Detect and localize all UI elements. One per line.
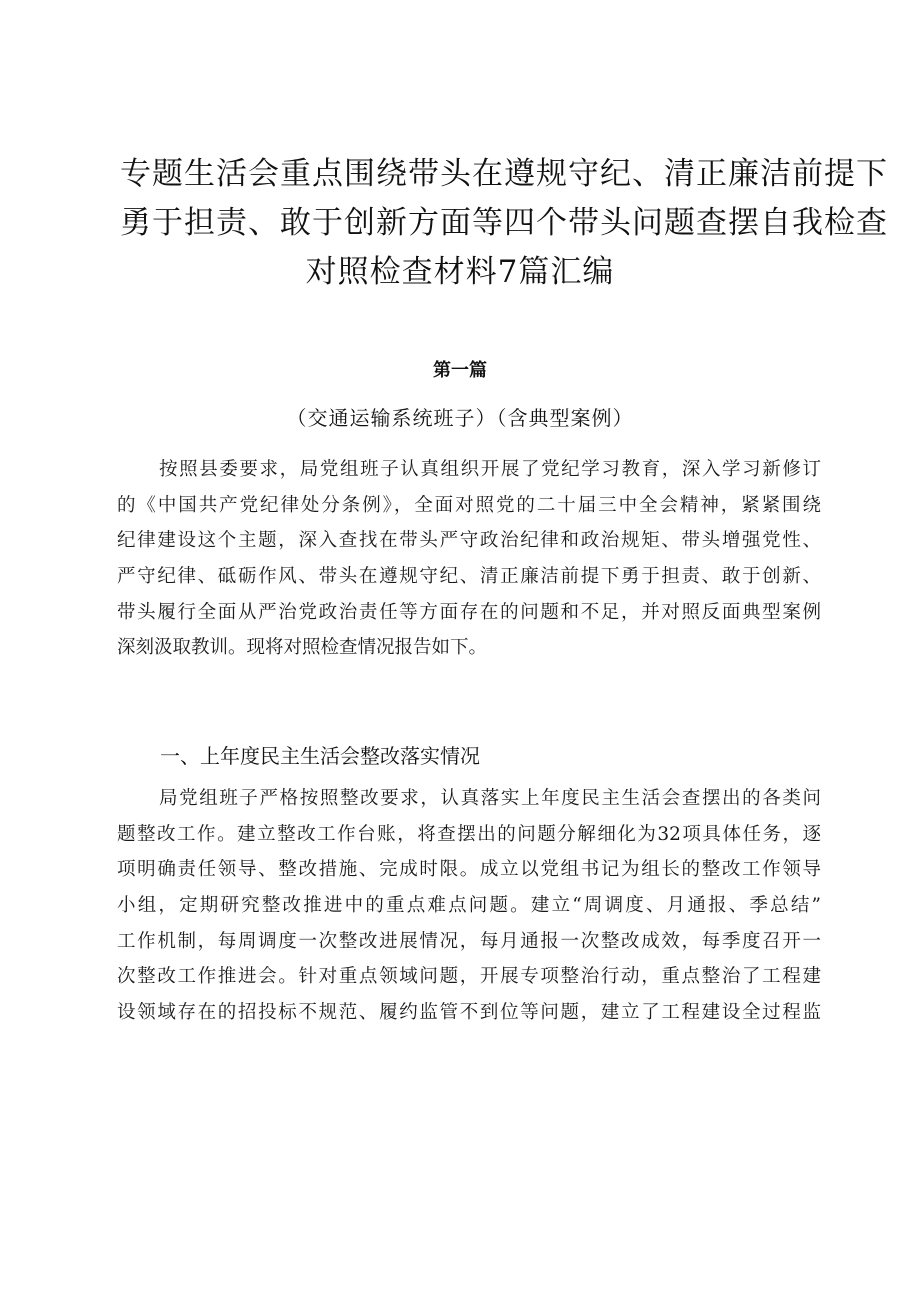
section-heading: 一、上年度民主生活会整改落实情况 — [160, 744, 480, 768]
paragraph-line: 项明确责任领导、整改措施、完成时限。成立以党组书记为组长的整改工作领导 — [117, 859, 821, 881]
paragraph-line: 严守纪律、砥砺作风、带头在遵规守纪、清正廉洁前提下勇于担责、敢于创新、 — [117, 566, 821, 588]
paragraph-line: 局党组班子严格按照整改要求，认真落实上年度民主生活会查摆出的各类问 — [159, 788, 821, 809]
paragraph-line: 小组，定期研究整改推进中的重点难点问题。建立“周调度、月通报、季总结” — [117, 895, 821, 917]
paragraph-line: 题整改工作。建立整改工作台账，将查摆出的问题分解细化为32项具体任务，逐 — [117, 823, 821, 845]
paragraph-line: 的《中国共产党纪律处分条例》，全面对照党的二十届三中全会精神，紧紧围绕 — [117, 494, 821, 516]
document-title-line: 对照检查材料7篇汇编 — [305, 254, 615, 290]
paragraph-line: 纪律建设这个主题，深入查找在带头严守政治纪律和政治规矩、带头增强党性、 — [117, 530, 821, 552]
paragraph-line: 设领域存在的招投标不规范、履约监管不到位等问题，建立了工程建设全过程监 — [117, 1002, 821, 1024]
part-title: 第一篇 — [433, 360, 487, 381]
paragraph-line: 次整改工作推进会。针对重点领域问题，开展专项整治行动，重点整治了工程建 — [117, 966, 821, 988]
document-title — [120, 150, 888, 297]
paragraph-line: 深刻汲取教训。现将对照检查情况报告如下。 — [117, 637, 488, 659]
part-subtitle: （交通运输系统班子）（含典型案例） — [286, 406, 634, 430]
document-title-line: 专题生活会重点围绕带头在遵规守纪、清正廉洁前提下 — [120, 156, 888, 192]
intro-paragraph — [117, 452, 821, 666]
paragraph-line: 带头履行全面从严治党政治责任等方面存在的问题和不足，并对照反面典型案例 — [117, 601, 821, 623]
document-title-line: 勇于担责、敢于创新方面等四个带头问题查摆自我检查 — [120, 205, 888, 241]
section-paragraph — [117, 781, 821, 1031]
paragraph-line: 按照县委要求，局党组班子认真组织开展了党纪学习教育，深入学习新修订 — [159, 459, 821, 480]
paragraph-line: 工作机制，每周调度一次整改进展情况，每月通报一次整改成效，每季度召开一 — [117, 930, 821, 952]
